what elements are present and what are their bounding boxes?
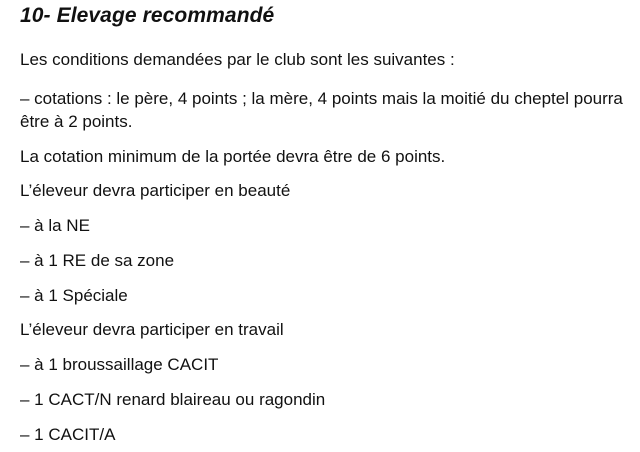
list-item-re: – à 1 RE de sa zone <box>20 251 175 270</box>
minimum-cotation-text: La cotation minimum de la portée devra être de 6 points. <box>20 147 446 166</box>
list-item-ne: – à la NE <box>20 216 90 235</box>
work-participation-heading: L’éleveur devra participer en travail <box>20 320 284 339</box>
beauty-participation-heading: L’éleveur devra participer en beauté <box>20 181 291 200</box>
list-item-speciale: – à 1 Spéciale <box>20 286 128 305</box>
list-item-cacit-a: – 1 CACIT/A <box>20 425 116 444</box>
cotations-text: – cotations : le père, 4 points ; la mère, 4 points mais la moitié du cheptel pourra être à 2 points. <box>20 89 623 131</box>
section-title: 10- Elevage recommandé <box>20 4 275 27</box>
list-item-broussaillage: – à 1 broussaillage CACIT <box>20 355 219 374</box>
list-item-cact-n: – 1 CACT/N renard blaireau ou ragondin <box>20 390 326 409</box>
intro-text: Les conditions demandées par le club sont les suivantes : <box>20 50 455 69</box>
